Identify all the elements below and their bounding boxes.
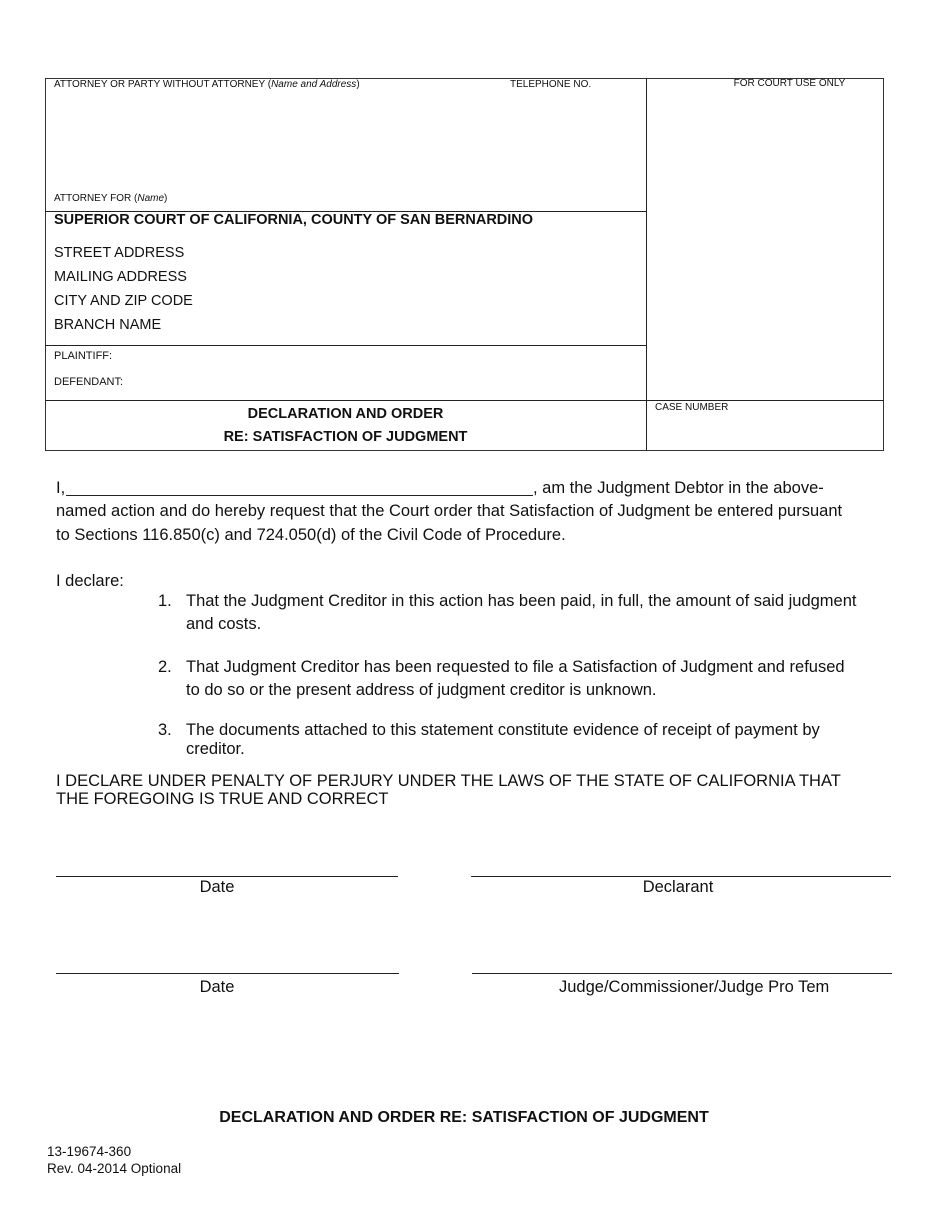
debtor-name-field[interactable] bbox=[66, 495, 533, 496]
divider-parties bbox=[45, 400, 884, 401]
intro-suffix: , am the Judgment Debtor in the above- bbox=[533, 479, 824, 497]
court-name: SUPERIOR COURT OF CALIFORNIA, COUNTY OF SAN BERNARDINO bbox=[54, 212, 534, 228]
plaintiff-label: PLAINTIFF: bbox=[54, 350, 113, 362]
intro-line3: to Sections 116.850(c) and 724.050(d) of the Civil Code of Procedure. bbox=[56, 526, 566, 544]
attorney-field[interactable] bbox=[50, 94, 640, 189]
item-2-number: 2. bbox=[158, 658, 172, 676]
intro-line2: named action and do hereby request that the Court order that Satisfaction of Judgment be entered pursuant bbox=[56, 502, 843, 520]
item-3-line2: creditor. bbox=[186, 740, 245, 758]
perjury-line1: I DECLARE UNDER PENALTY OF PERJURY UNDER THE LAWS OF THE STATE OF CALIFORNIA THAT bbox=[56, 772, 841, 790]
street-address-label: STREET ADDRESS bbox=[54, 245, 185, 261]
date-label-2: Date bbox=[199, 978, 235, 996]
footer-title: DECLARATION AND ORDER RE: SATISFACTION OF JUDGMENT bbox=[219, 1109, 709, 1126]
item-2-line1: That Judgment Creditor has been requested to file a Satisfaction of Judgment and refused bbox=[186, 658, 845, 676]
declarant-label: Declarant bbox=[642, 878, 714, 896]
intro-prefix: I, bbox=[56, 479, 66, 497]
court-use-label: FOR COURT USE ONLY bbox=[733, 78, 846, 89]
form-number: 13-19674-360 bbox=[47, 1144, 132, 1159]
case-number-field[interactable] bbox=[652, 416, 880, 446]
divider-court bbox=[45, 345, 646, 346]
item-1-line1: That the Judgment Creditor in this action has been paid, in full, the amount of said judgment bbox=[186, 592, 857, 610]
date-label-1: Date bbox=[199, 878, 235, 896]
form-revision: Rev. 04-2014 Optional bbox=[47, 1161, 182, 1176]
mailing-address-label: MAILING ADDRESS bbox=[54, 269, 187, 285]
attorney-for-label: ATTORNEY FOR (Name) bbox=[54, 193, 168, 204]
form-title-line1: DECLARATION AND ORDER bbox=[247, 406, 444, 422]
declare-label: I declare: bbox=[56, 572, 124, 590]
perjury-line2: THE FOREGOING IS TRUE AND CORRECT bbox=[56, 790, 389, 808]
item-1-number: 1. bbox=[158, 592, 172, 610]
date-line-2[interactable] bbox=[56, 973, 399, 974]
defendant-label: DEFENDANT: bbox=[54, 376, 124, 388]
attorney-label: ATTORNEY OR PARTY WITHOUT ATTORNEY (Name and Address) bbox=[54, 79, 360, 90]
item-1-line2: and costs. bbox=[186, 615, 262, 633]
form-title-line2: RE: SATISFACTION OF JUDGMENT bbox=[223, 429, 468, 445]
item-3-number: 3. bbox=[158, 721, 172, 739]
branch-name-label: BRANCH NAME bbox=[54, 317, 162, 333]
judge-signature-line[interactable] bbox=[472, 973, 892, 974]
telephone-label: TELEPHONE NO. bbox=[510, 79, 592, 90]
case-number-label: CASE NUMBER bbox=[655, 402, 729, 413]
item-3-line1: The documents attached to this statement constitute evidence of receipt of payment by bbox=[186, 721, 820, 739]
caption-vertical-divider bbox=[646, 78, 647, 451]
judge-label: Judge/Commissioner/Judge Pro Tem bbox=[559, 978, 830, 996]
item-2-line2: to do so or the present address of judgment creditor is unknown. bbox=[186, 681, 657, 699]
city-zip-label: CITY AND ZIP CODE bbox=[54, 293, 193, 309]
